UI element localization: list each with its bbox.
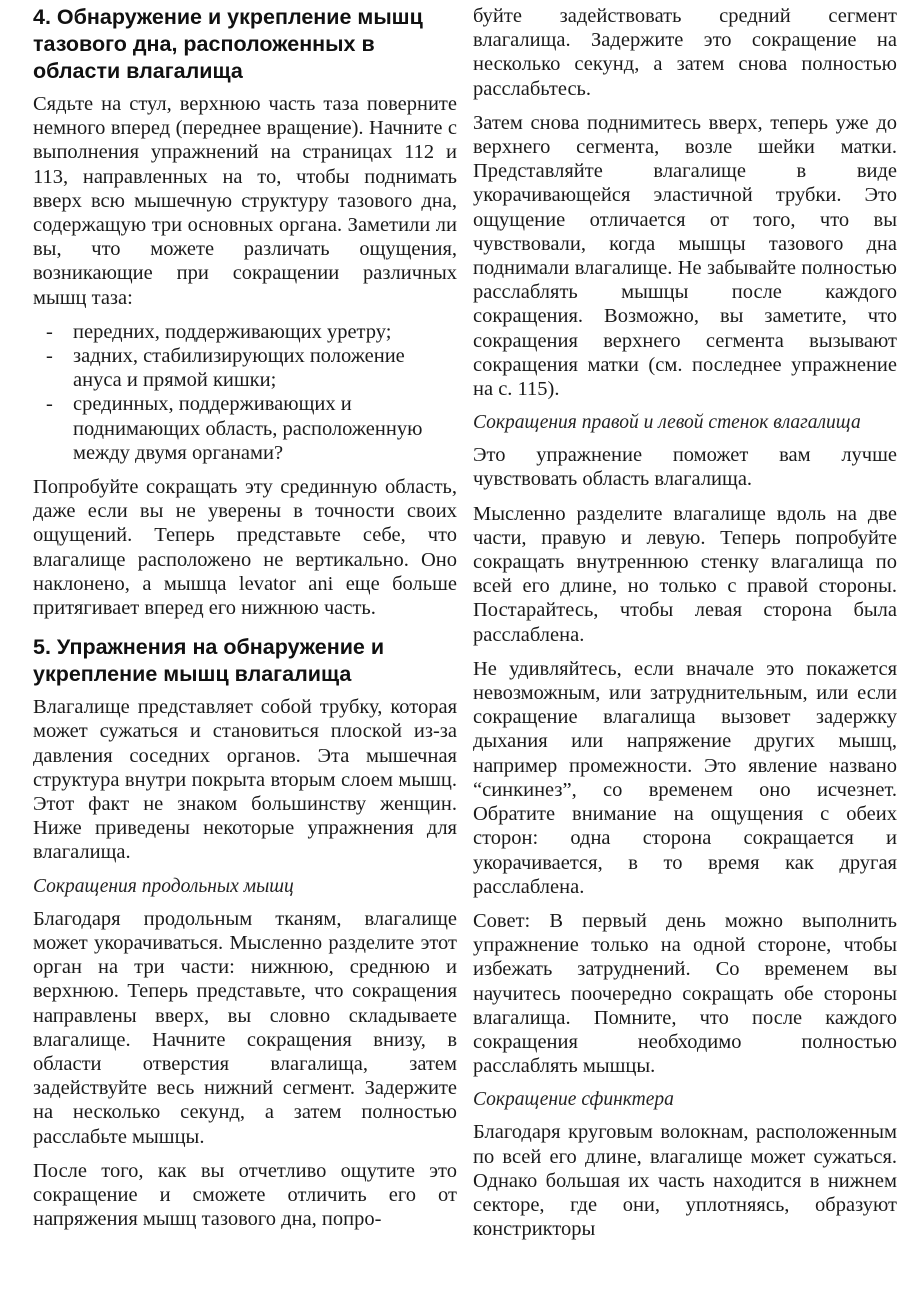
subheading-sphincter: Сокращение сфинктера [473, 1089, 674, 1111]
paragraph: После того, как вы отчетливо ощутите это сокращение и сможете отличить его от напряжения мышц тазового дна, попро- [33, 1159, 457, 1231]
paragraph: Сядьте на стул, верхнюю часть таза поверните немного вперед (переднее вращение). Начните с выполнения упражнений на страницах 112 и 113, направленных на то, чтобы поднимать вверх всю мышечную структуру тазового дна, содержащую три основных органа. Заметили ли вы, что можете различать ощущения, возникающие при сокращении различных мышц таза: [33, 93, 457, 309]
section-4-heading: 4. Обнаружение и укрепление мышц тазового дна, расположенных в области влагалища [33, 5, 423, 83]
dash-bullet: - [46, 393, 53, 416]
subheading-walls: Сокращения правой и левой стенок влагалища [473, 412, 861, 434]
right-column [473, 4, 897, 1251]
list-item: - передних, поддерживающих уретру; [46, 320, 392, 343]
paragraph: Попробуйте сокращать эту срединную область, даже если вы не уверены в точности своих ощущений. Теперь представьте себе, что влагалище расположено не вертикально. Оно наклонено, а мышца levator ani еще больше притягивает вперед его нижнюю часть. [33, 476, 457, 620]
paragraph: Благодаря продольным тканям, влагалище может укорачиваться. Мысленно разделите этот орган на три части: нижнюю, среднюю и верхнюю. Теперь представьте, что сокращения направлены вверх, вы словно складываете влагалище. Начните сокращения внизу, в области отверстия влагалища, затем задействуйте весь нижний сегмент. Задержите на несколько секунд, а затем полностью расслабьте мышцы. [33, 907, 457, 1148]
paragraph: Благодаря круговым волокнам, расположенным по всей его длине, влагалище может сужаться. Однако большая их часть находится в нижнем секторе, где они, уплотняясь, образуют констрикторы [473, 1121, 897, 1241]
left-column [33, 4, 457, 1241]
list-item: - задних, стабилизирующих положение ануса и прямой кишки; [46, 345, 405, 392]
paragraph: Мысленно разделите влагалище вдоль на две части, правую и левую. Теперь попробуйте сокращать внутреннюю стенку влагалища по всей его длине, но только с правой стороны. Постарайтесь, чтобы левая сторона была расслаблена. [473, 502, 897, 646]
paragraph: буйте задействовать средний сегмент влагалища. Задержите это сокращение на несколько секунд, а затем снова полностью расслабьтесь. [473, 5, 897, 100]
list-item: - срединных, поддерживающих и поднимающих область, расположенную между двумя органами? [46, 393, 423, 464]
muscle-list [33, 320, 457, 465]
paragraph: Не удивляйтесь, если вначале это покажется невозможным, или затруднительным, или если сокращение влагалища вызовет задержку дыхания или напряжение других мышц, например промежности. Это явление названо “синкинез”, со временем оно исчезнет. Обратите внимание на ощущения с обеих сторон: одна сторона сокращается и укорачивается, в то время как другая расслаблена. [473, 657, 897, 898]
dash-bullet: - [46, 320, 53, 343]
paragraph: Затем снова поднимитесь вверх, теперь уже до верхнего сегмента, возле шейки матки. Представляйте влагалище в виде укорачивающейся эластичной трубки. Это ощущение отличается от того, что вы чувствовали, когда мышцы тазового дна поднимали влагалище. Не забывайте полностью расслаблять мышцы после каждого сокращения. Возможно, вы заметите, что сокращения верхнего сегмента вызывают сокращения матки (см. последнее упражнение на с. 115). [473, 111, 897, 401]
dash-bullet: - [46, 345, 53, 368]
section-5-heading: 5. Упражнения на обнаружение и укрепление мышц влагалища [33, 635, 385, 687]
paragraph: Это упражнение поможет вам лучше чувствовать область влагалища. [473, 444, 897, 491]
paragraph: Влагалище представляет собой трубку, которая может сужаться и становиться плоской из-за давления соседних органов. Эта мышечная структура внутри покрыта вторым слоем мышц. Этот факт не знаком большинству женщин. Ниже приведены некоторые упражнения для влагалища. [33, 696, 457, 864]
subheading-longitudinal: Сокращения продольных мышц [33, 875, 294, 897]
paragraph: Совет: В первый день можно выполнить упражнение только на одной стороне, чтобы избежать затруднений. Со временем вы научитесь поочередно сокращать обе стороны влагалища. Помните, что после каждого сокращения необходимо полностью расслаблять мышцы. [473, 909, 897, 1078]
